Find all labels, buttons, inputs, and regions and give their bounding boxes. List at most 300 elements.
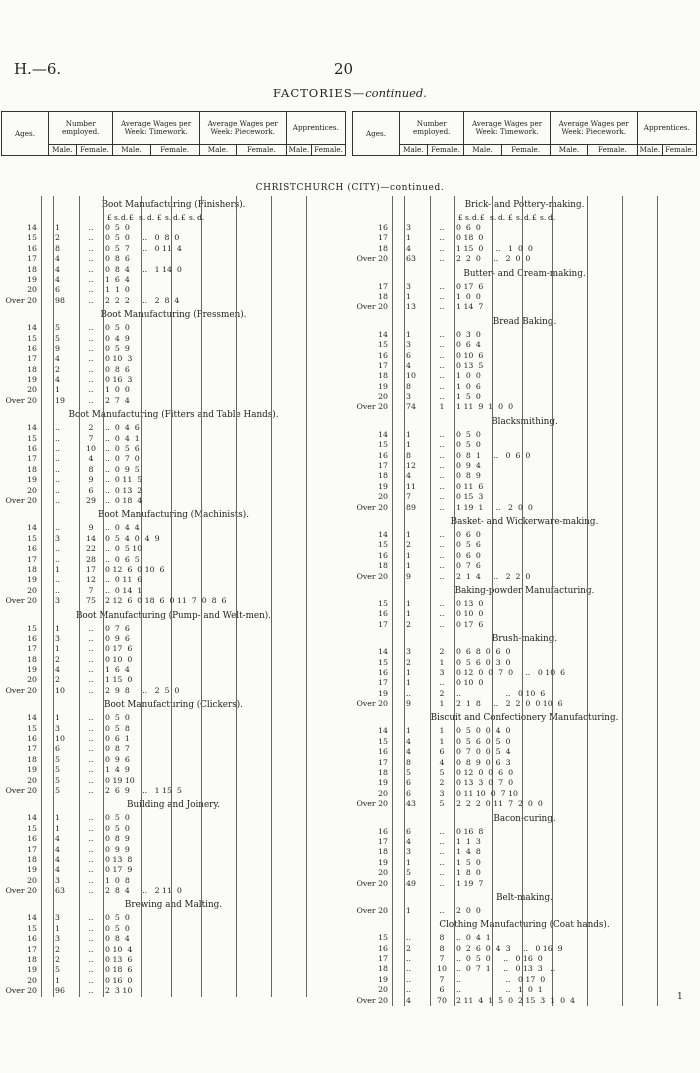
male-count-cell: 9 — [55, 343, 60, 353]
age-cell: 20 — [27, 385, 37, 395]
table-row — [1, 475, 346, 485]
currency-unit: s. — [516, 213, 523, 222]
male-count-cell: 1 — [55, 713, 60, 723]
male-count-cell: 3 — [406, 340, 411, 350]
female-count-cell: .. — [88, 264, 94, 274]
currency-unit: £ — [532, 213, 537, 222]
table-row — [352, 858, 697, 868]
age-cell: 18 — [27, 854, 37, 864]
male-count-cell: 6 — [55, 285, 60, 295]
female-count-cell: .. — [88, 744, 94, 754]
age-cell: 18 — [27, 654, 37, 664]
section-title: Boot Manufacturing (Clickers). — [104, 700, 243, 711]
table-row — [352, 747, 697, 757]
wages-cell: .. 0 5 10 — [105, 544, 143, 554]
male-count-cell: .. — [55, 475, 60, 485]
table-row — [1, 534, 346, 544]
wages-cell: 0 7 0 0 5 4 — [456, 747, 511, 757]
wages-cell: 0 3 0 — [456, 329, 481, 339]
wages-cell: 0 5 0 — [105, 823, 130, 833]
wages-cell: 0 9 6 — [105, 633, 130, 643]
male-count-cell: 3 — [55, 596, 60, 606]
table-row — [1, 575, 346, 585]
wages-cell: 0 10 0 — [456, 678, 484, 688]
female-count-cell: 1 — [439, 736, 445, 746]
female-count-cell: .. — [88, 665, 94, 675]
table-row — [352, 620, 697, 630]
male-count-cell: 1 — [406, 529, 411, 539]
male-count-cell: 4 — [55, 274, 60, 284]
age-cell: 16 — [27, 934, 37, 944]
female-count-cell: .. — [88, 343, 94, 353]
table-row — [352, 461, 697, 471]
section-title: Clothing Manufacturing (Coat hands). — [439, 920, 610, 931]
wages-cell: 2 8 4 .. 2 11 0 — [105, 886, 182, 896]
age-cell: Over 20 — [5, 685, 37, 695]
currency-unit: s. — [189, 213, 196, 222]
age-cell: 16 — [378, 550, 388, 560]
column-header-right — [352, 111, 697, 156]
section-rows — [352, 599, 697, 630]
male-header: Male. — [49, 145, 77, 156]
wages-cell: 0 6 0 — [456, 529, 481, 539]
section-rows — [1, 423, 346, 506]
male-count-cell: 5 — [55, 785, 60, 795]
male-count-cell: 3 — [55, 533, 60, 543]
table-row — [1, 813, 346, 823]
wages-cell: 0 8 9 — [105, 834, 130, 844]
wages-cell: .. 0 9 5 — [105, 464, 140, 474]
age-cell: 16 — [378, 609, 388, 619]
female-count-cell: 6 — [439, 747, 445, 757]
wages-cell: 0 16 8 — [456, 826, 484, 836]
table-section — [1, 196, 346, 306]
currency-unit: d. — [524, 213, 532, 222]
age-cell: 15 — [378, 598, 388, 608]
female-count-cell: .. — [439, 836, 445, 846]
wages-cell: .. 0 11 5 — [105, 475, 143, 485]
female-count-cell: .. — [439, 340, 445, 350]
page-title — [0, 86, 700, 100]
age-cell: 17 — [27, 454, 37, 464]
age-cell: 17 — [378, 678, 388, 688]
age-cell: 15 — [27, 333, 37, 343]
female-count-cell: .. — [88, 754, 94, 764]
table-row — [1, 934, 346, 944]
age-cell: 16 — [27, 734, 37, 744]
age-cell: 15 — [378, 540, 388, 550]
wages-cell: 1 0 6 — [456, 381, 481, 391]
age-cell: 17 — [378, 836, 388, 846]
column-header-left — [1, 111, 346, 156]
table-row — [352, 382, 697, 392]
right-column — [352, 196, 697, 1006]
age-cell: 20 — [27, 485, 37, 495]
age-cell: 19 — [27, 575, 37, 585]
table-row — [352, 292, 697, 302]
wages-cell: 0 10 3 — [105, 354, 133, 364]
table-row — [1, 855, 346, 865]
table-row — [1, 644, 346, 654]
table-row — [352, 551, 697, 561]
age-cell: 14 — [27, 813, 37, 823]
female-count-cell: 10 — [86, 444, 96, 454]
table-row — [352, 223, 697, 233]
wages-cell: 1 0 0 — [456, 291, 481, 301]
female-count-cell: .. — [439, 281, 445, 291]
table-row — [1, 523, 346, 533]
age-cell: 14 — [27, 713, 37, 723]
female-count-cell: 10 — [437, 964, 447, 974]
wages-cell: 1 19 7 — [456, 878, 484, 888]
female-count-cell: .. — [88, 886, 94, 896]
table-row — [1, 865, 346, 875]
table-row — [1, 486, 346, 496]
wages-cell: 0 5 0 — [105, 913, 130, 923]
female-count-cell: .. — [439, 550, 445, 560]
age-cell: 18 — [378, 243, 388, 253]
section-rows — [1, 913, 346, 996]
table-row — [1, 334, 346, 344]
male-count-cell: 5 — [55, 323, 60, 333]
female-count-cell: .. — [439, 619, 445, 629]
wages-cell: 0 11 10 0 7 10 — [456, 788, 518, 798]
age-cell: Over 20 — [356, 995, 388, 1005]
female-count-cell: .. — [88, 844, 94, 854]
age-cell: 17 — [378, 757, 388, 767]
wages-cell: 0 5 6 0 5 0 — [456, 736, 511, 746]
table-row — [352, 985, 697, 995]
male-header: Male. — [464, 145, 501, 156]
male-count-cell: 4 — [406, 360, 411, 370]
male-count-cell: .. — [55, 554, 60, 564]
currency-unit: d. — [173, 213, 181, 222]
male-count-cell: 2 — [55, 654, 60, 664]
wages-timework-header: Average Wages per Week: Timework. — [113, 112, 199, 145]
wages-cell: 0 4 9 — [105, 333, 130, 343]
table-row — [1, 285, 346, 295]
male-count-cell: 6 — [406, 350, 411, 360]
number-employed-header: Number employed. — [49, 112, 113, 145]
age-cell: 20 — [27, 285, 37, 295]
wages-cell: 0 5 6 0 3 0 — [456, 657, 511, 667]
male-count-cell: 89 — [406, 502, 416, 512]
male-count-cell: 4 — [55, 665, 60, 675]
female-count-cell: .. — [439, 598, 445, 608]
male-count-cell: 5 — [406, 768, 411, 778]
section-rows — [352, 933, 697, 1006]
female-count-cell: .. — [439, 360, 445, 370]
female-count-cell: .. — [88, 243, 94, 253]
male-count-cell: 63 — [406, 254, 416, 264]
table-row — [352, 572, 697, 582]
wages-cell: 0 13 3 0 7 0 — [456, 778, 514, 788]
table-row — [352, 440, 697, 450]
table-row — [1, 496, 346, 506]
age-cell: 14 — [378, 647, 388, 657]
table-row — [352, 906, 697, 916]
female-count-cell: .. — [439, 329, 445, 339]
female-count-cell: 2 — [88, 423, 94, 433]
table-row — [1, 913, 346, 923]
male-count-cell: 1 — [55, 975, 60, 985]
age-cell: 20 — [378, 868, 388, 878]
male-count-cell: 1 — [55, 223, 60, 232]
table-row — [352, 847, 697, 857]
wages-cell: 1 6 4 — [105, 665, 130, 675]
female-count-cell: 7 — [439, 974, 445, 984]
age-cell: Over 20 — [5, 495, 37, 505]
male-count-cell: 4 — [55, 264, 60, 274]
male-count-cell: .. — [406, 933, 411, 943]
table-row — [352, 609, 697, 619]
table-row — [352, 647, 697, 657]
wages-cell: 1 6 4 — [105, 274, 130, 284]
table-row — [1, 924, 346, 934]
table-row — [352, 658, 697, 668]
wages-cell: .. 0 6 5 — [105, 554, 140, 564]
wages-cell: .. 0 7 0 — [105, 454, 140, 464]
table-row — [352, 954, 697, 964]
wages-cell: .. 0 11 6 — [105, 575, 143, 585]
age-cell: Over 20 — [5, 596, 37, 606]
female-count-cell: .. — [439, 481, 445, 491]
female-count-cell: .. — [88, 233, 94, 243]
female-count-cell: 2 — [439, 778, 445, 788]
female-count-cell: .. — [439, 868, 445, 878]
age-cell: 15 — [378, 340, 388, 350]
male-count-cell: 74 — [406, 402, 416, 412]
age-cell: 16 — [27, 243, 37, 253]
male-count-cell: 12 — [406, 461, 416, 471]
age-cell: 20 — [27, 585, 37, 595]
table-row — [352, 975, 697, 985]
female-count-cell: 8 — [439, 943, 445, 953]
age-cell: 17 — [378, 461, 388, 471]
male-count-cell: .. — [55, 423, 60, 433]
wages-cell: 2 7 4 — [105, 395, 130, 405]
female-count-cell: 17 — [86, 564, 96, 574]
table-row — [352, 451, 697, 461]
wages-cell: 0 7 6 — [456, 561, 481, 571]
age-cell: 16 — [27, 633, 37, 643]
table-row — [1, 396, 346, 406]
wages-cell: .. 0 4 1 — [105, 433, 140, 443]
male-count-cell: 1 — [406, 291, 411, 301]
wages-cell: 2 2 0 .. 2 0 0 — [456, 254, 531, 264]
age-cell: 15 — [27, 823, 37, 833]
male-count-cell: 1 — [406, 233, 411, 243]
female-count-cell: .. — [88, 834, 94, 844]
male-count-cell: 1 — [406, 329, 411, 339]
male-count-cell: .. — [406, 985, 411, 995]
table-row — [352, 827, 697, 837]
female-header: Female. — [501, 145, 550, 156]
age-cell: 16 — [378, 826, 388, 836]
wages-cell: 0 13 8 — [105, 854, 133, 864]
age-cell: Over 20 — [5, 395, 37, 405]
age-cell: 14 — [27, 523, 37, 533]
female-count-cell: 6 — [439, 985, 445, 995]
female-count-cell: 29 — [86, 495, 96, 505]
male-count-cell: 4 — [406, 243, 411, 253]
male-count-cell: 4 — [55, 854, 60, 864]
apprentices-header: Apprentices. — [286, 112, 345, 145]
male-count-cell: .. — [55, 454, 60, 464]
wages-cell: 0 5 0 — [105, 323, 130, 333]
table-row — [1, 596, 346, 606]
age-cell: 15 — [27, 233, 37, 243]
female-count-cell: .. — [88, 685, 94, 695]
female-count-cell: 70 — [437, 995, 447, 1005]
age-cell: 15 — [27, 623, 37, 633]
section-rows — [352, 430, 697, 513]
female-count-cell: .. — [88, 986, 94, 996]
male-count-cell: 4 — [55, 254, 60, 264]
wages-cell: 1 0 0 — [456, 371, 481, 381]
currency-unit: d. — [197, 213, 205, 222]
age-cell: 18 — [378, 471, 388, 481]
age-cell: 19 — [27, 865, 37, 875]
currency-unit: £ — [181, 213, 186, 222]
female-header: Female. — [237, 145, 287, 156]
female-count-cell: .. — [439, 540, 445, 550]
female-count-cell: .. — [88, 854, 94, 864]
male-count-cell: 6 — [55, 744, 60, 754]
wages-cell: 2 12 6 0 18 6 0 11 7 0 8 6 — [105, 596, 227, 606]
table-row — [1, 824, 346, 834]
male-count-cell: 1 — [55, 564, 60, 574]
table-row — [352, 233, 697, 243]
table-row — [1, 965, 346, 975]
male-count-cell: 1 — [406, 550, 411, 560]
male-count-cell: 8 — [406, 757, 411, 767]
age-cell: 17 — [378, 619, 388, 629]
age-cell: 14 — [27, 323, 37, 333]
wages-cell: 2 2 2 .. 2 8 4 — [105, 295, 180, 305]
male-count-cell: 1 — [406, 440, 411, 450]
female-count-cell: .. — [88, 295, 94, 305]
age-cell: 17 — [378, 954, 388, 964]
female-count-cell: .. — [88, 644, 94, 654]
wages-cell: 0 5 0 0 4 0 — [456, 726, 511, 736]
age-cell: 16 — [378, 943, 388, 953]
wages-cell: 0 5 4 0 4 9 — [105, 533, 160, 543]
female-count-cell: .. — [439, 502, 445, 512]
wages-cell: 0 5 9 — [105, 343, 130, 353]
wages-cell: 0 2 6 0 4 3 .. 0 16 9 — [456, 943, 563, 953]
age-cell: 17 — [378, 360, 388, 370]
female-count-cell: 75 — [86, 596, 96, 606]
age-cell: 17 — [378, 281, 388, 291]
age-cell: 19 — [27, 965, 37, 975]
male-header: Male. — [286, 145, 311, 156]
table-row — [352, 778, 697, 788]
male-count-cell: 1 — [55, 813, 60, 823]
table-row — [352, 402, 697, 412]
table-row — [1, 976, 346, 986]
age-cell: 15 — [27, 533, 37, 543]
wages-cell: 0 13 6 — [105, 955, 133, 965]
age-cell: 16 — [27, 444, 37, 454]
age-cell: Over 20 — [5, 295, 37, 305]
currency-unit: s. — [165, 213, 172, 222]
female-count-cell: .. — [88, 955, 94, 965]
female-count-cell: .. — [439, 826, 445, 836]
currency-unit: s. — [465, 213, 472, 222]
city-heading: CHRISTCHURCH (CITY)—continued. — [255, 183, 445, 193]
table-row — [1, 555, 346, 565]
age-cell: Over 20 — [5, 886, 37, 896]
table-row — [1, 296, 346, 306]
female-count-cell: .. — [88, 274, 94, 284]
wages-cell: 0 8 9 0 6 3 — [456, 757, 511, 767]
table-row — [352, 868, 697, 878]
page-reference: H.—6. — [14, 60, 62, 78]
male-count-cell: 2 — [406, 943, 411, 953]
wages-cell: 0 8 4 — [105, 934, 130, 944]
female-count-cell: .. — [439, 254, 445, 264]
wages-cell: 0 5 0 .. 0 8 0 — [105, 233, 180, 243]
male-count-cell: 8 — [406, 450, 411, 460]
male-count-cell: .. — [406, 964, 411, 974]
table-row — [1, 713, 346, 723]
wages-cell: 0 5 0 — [105, 223, 130, 232]
female-count-cell: .. — [439, 291, 445, 301]
age-cell: 17 — [27, 354, 37, 364]
table-row — [1, 876, 346, 886]
wages-cell: .. 0 5 0 .. 0 16 0 — [456, 954, 543, 964]
age-cell: 18 — [378, 561, 388, 571]
wages-cell: 0 9 6 — [105, 754, 130, 764]
section-title: Blacksmithing. — [491, 416, 558, 427]
age-cell: 18 — [378, 964, 388, 974]
female-count-cell: 22 — [86, 544, 96, 554]
wages-cell: 1 19 1 .. 2 0 0 — [456, 502, 533, 512]
section-rows — [1, 813, 346, 896]
female-count-cell: 8 — [439, 933, 445, 943]
male-count-cell: 2 — [406, 657, 411, 667]
male-count-cell: 5 — [55, 775, 60, 785]
female-count-cell: 12 — [86, 575, 96, 585]
male-count-cell: 1 — [406, 429, 411, 439]
female-count-cell: .. — [439, 571, 445, 581]
currency-unit: £ — [129, 213, 134, 222]
section-rows — [352, 906, 697, 916]
wages-cell: 0 6 0 — [456, 223, 481, 232]
age-cell: Over 20 — [356, 878, 388, 888]
age-cell: 14 — [27, 223, 37, 232]
age-cell: 18 — [378, 847, 388, 857]
wages-cell: 0 8 7 — [105, 744, 130, 754]
age-cell: 18 — [27, 564, 37, 574]
title-text: FACTORIES— — [273, 86, 366, 100]
female-count-cell: 5 — [439, 768, 445, 778]
age-cell: 19 — [378, 381, 388, 391]
section-title: Bacon-curing. — [493, 813, 556, 824]
section-title: Biscuit and Confectionery Manufacturing. — [430, 713, 619, 724]
male-count-cell: 3 — [406, 847, 411, 857]
table-row — [1, 665, 346, 675]
wages-cell: .. 0 4 4 — [105, 523, 140, 533]
wages-piecework-header: Average Wages per Week: Piecework. — [199, 112, 286, 145]
female-count-cell: .. — [88, 875, 94, 885]
wages-cell: 2 2 2 0 11 7 2 0 0 — [456, 799, 543, 809]
male-count-cell: 4 — [55, 844, 60, 854]
age-cell: 20 — [378, 392, 388, 402]
age-cell: 16 — [27, 834, 37, 844]
female-count-cell: .. — [88, 354, 94, 364]
